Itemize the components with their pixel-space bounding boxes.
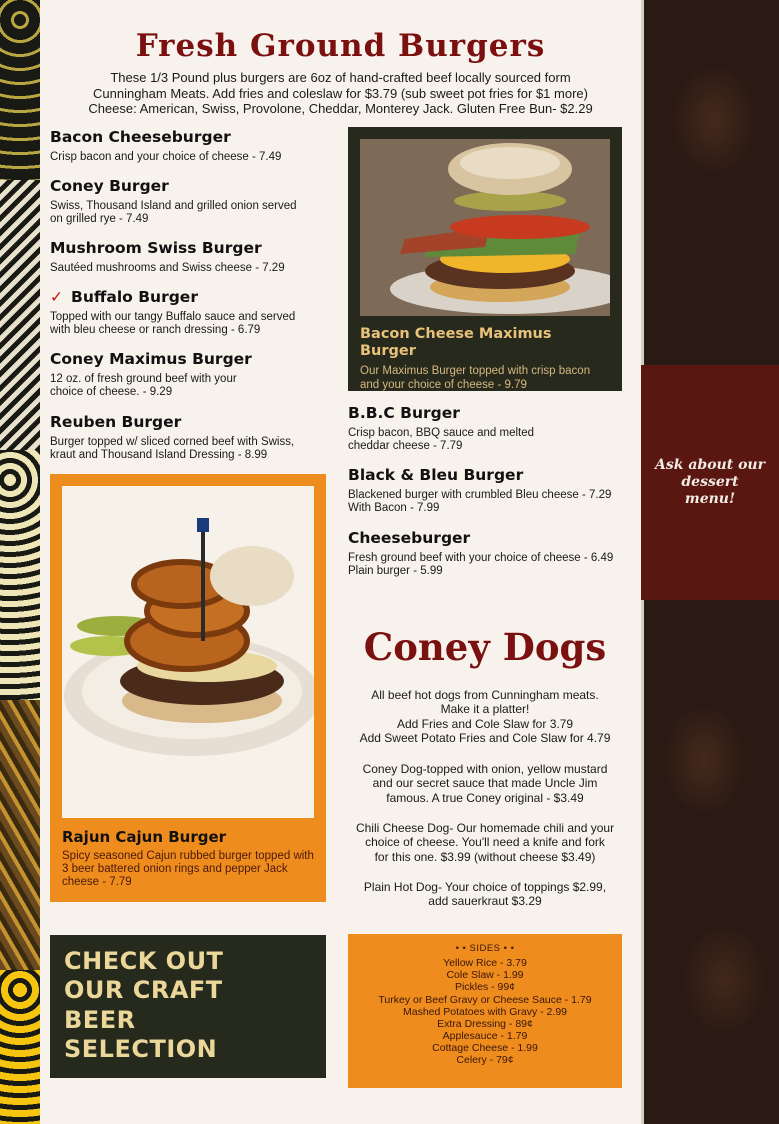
item-name: Reuben Burger	[50, 413, 182, 431]
dessert-callout	[641, 365, 779, 600]
side-item: Extra Dressing - 89¢	[437, 1017, 533, 1030]
side-item: Cottage Cheese - 1.99	[432, 1042, 538, 1055]
left-pattern-band	[0, 450, 40, 700]
left-pattern-band	[0, 180, 40, 450]
side-item: Turkey or Beef Gravy or Cheese Sauce - 1.79	[378, 993, 592, 1006]
left-decorative-border	[0, 0, 40, 1124]
item-desc: Fresh ground beef with your choice of cheese - 6.49	[348, 552, 614, 564]
left-pattern-band	[0, 700, 40, 970]
item-desc: Swiss, Thousand Island and grilled onion served on grilled rye - 7.49	[50, 200, 297, 226]
intro-line: Cheese: American, Swiss, Provolone, Cheddar, Monterey Jack. Gluten Free Bun- $2.29	[88, 101, 593, 117]
item-desc: Crisp bacon and your choice of cheese - 7.49	[50, 151, 282, 163]
coney-item-line: famous. A true Coney original - $3.49	[386, 790, 584, 805]
sides-box	[348, 934, 622, 1088]
item-name: Coney Maximus Burger	[50, 350, 252, 368]
featured-desc: Our Maximus Burger topped with crisp bacon and your choice of cheese - 9.79	[360, 364, 591, 391]
coney-intro-line: Add Sweet Potato Fries and Cole Slaw for 4.79	[359, 731, 611, 746]
item-name: Cheeseburger	[348, 529, 471, 547]
coney-item-coney-dog	[345, 762, 625, 805]
coney-title: Coney Dogs	[363, 625, 607, 669]
item-desc: Topped with our tangy Buffalo sauce and served with bleu cheese or ranch dressing - 6.79	[50, 311, 296, 337]
coney-item-line: add sauerkraut $3.29	[428, 894, 542, 909]
left-pattern-band	[0, 970, 40, 1124]
side-item: Applesauce - 1.79	[442, 1030, 528, 1043]
item-desc: Burger topped w/ sliced corned beef with Swiss, kraut and Thousand Island Dressing - 8.99	[50, 436, 295, 462]
sides-title: • • SIDES • •	[455, 943, 515, 954]
item-desc: Sautéed mushrooms and Swiss cheese - 7.29	[50, 262, 285, 274]
side-item: Yellow Rice - 3.79	[443, 957, 527, 970]
item-desc: Plain burger - 5.99	[348, 565, 443, 578]
coney-intro-line: Add Fries and Cole Slaw for 3.79	[396, 716, 574, 731]
menu-item-coney-burger	[50, 177, 312, 226]
featured-name: Rajun Cajun Burger	[62, 828, 227, 846]
menu-item-buffalo-burger	[50, 288, 312, 337]
burger-photo	[360, 139, 610, 316]
side-item: Celery - 79¢	[456, 1054, 514, 1067]
coney-item-line: and our secret sauce that made Uncle Jim	[372, 776, 598, 791]
coney-item-plain-hot-dog	[345, 880, 625, 909]
burger-photo	[62, 486, 314, 818]
menu-item-mushroom-swiss	[50, 239, 325, 275]
item-name	[50, 288, 312, 306]
menu-item-reuben-burger	[50, 413, 310, 462]
item-name: B.B.C Burger	[348, 404, 460, 422]
left-pattern-band	[0, 0, 40, 180]
side-item: Pickles - 99¢	[454, 981, 516, 994]
item-name-text: Buffalo Burger	[71, 288, 198, 306]
item-desc: Blackened burger with crumbled Bleu cheese - 7.29	[348, 489, 612, 501]
featured-bacon-cheese-maximus	[348, 127, 622, 391]
coney-item-line: Chili Cheese Dog- Our homemade chili and your	[355, 821, 615, 835]
menu-item-cheeseburger	[348, 529, 638, 578]
featured-rajun-cajun	[50, 474, 326, 902]
featured-name-line: Bacon Cheese Maximus	[360, 326, 552, 342]
craft-beer-text: CHECK OUT OUR CRAFT BEER SELECTION	[64, 947, 224, 1063]
intro-line: Cunningham Meats. Add fries and coleslaw for $3.79 (sub sweet pot fries for $1 more)	[93, 85, 588, 101]
featured-name	[360, 326, 610, 361]
item-name: Black & Bleu Burger	[348, 466, 524, 484]
craft-beer-callout	[50, 935, 326, 1078]
coney-item-line: choice of cheese. You'll need a knife and fork	[365, 835, 605, 850]
checkmark-icon: ✓	[50, 288, 63, 306]
item-desc: With Bacon - 7.99	[348, 502, 440, 515]
item-name: Mushroom Swiss Burger	[50, 239, 262, 257]
coney-intro-line: Make it a platter!	[440, 702, 530, 717]
featured-name-line: Burger	[360, 343, 416, 360]
item-desc: 12 oz. of fresh ground beef with your choice of cheese. - 9.29	[50, 373, 237, 399]
menu-item-coney-maximus	[50, 350, 270, 399]
side-item: Cole Slaw - 1.99	[446, 969, 524, 982]
featured-desc: Spicy seasoned Cajun rubbed burger topped with 3 beer battered onion rings and pepper Jack cheese - 7.79	[62, 850, 314, 889]
page-title: Fresh Ground Burgers	[135, 28, 546, 64]
side-item: Mashed Potatoes with Gravy - 2.99	[403, 1005, 567, 1018]
coney-intro-line: All beef hot dogs from Cunningham meats.	[371, 688, 599, 702]
menu-item-bacon-cheeseburger	[50, 128, 325, 164]
coney-intro	[345, 688, 625, 746]
burger-intro	[40, 70, 641, 117]
coney-item-line: for this one. $3.99 (without cheese $3.49)	[374, 849, 596, 864]
coney-item-chili-cheese-dog	[345, 821, 625, 864]
dessert-text: Ask about our dessert menu!	[655, 457, 765, 507]
menu-item-black-bleu-burger	[348, 466, 638, 515]
item-name: Coney Burger	[50, 177, 169, 195]
coney-item-line: Plain Hot Dog- Your choice of toppings $2.99,	[363, 880, 607, 894]
item-name: Bacon Cheeseburger	[50, 128, 231, 146]
menu-item-bbc-burger	[348, 404, 548, 453]
item-desc: Crisp bacon, BBQ sauce and melted cheddar cheese - 7.79	[348, 427, 535, 453]
coney-item-line: Coney Dog-topped with onion, yellow mustard	[362, 762, 608, 776]
intro-line: These 1/3 Pound plus burgers are 6oz of hand-crafted beef locally sourced form	[110, 70, 571, 85]
